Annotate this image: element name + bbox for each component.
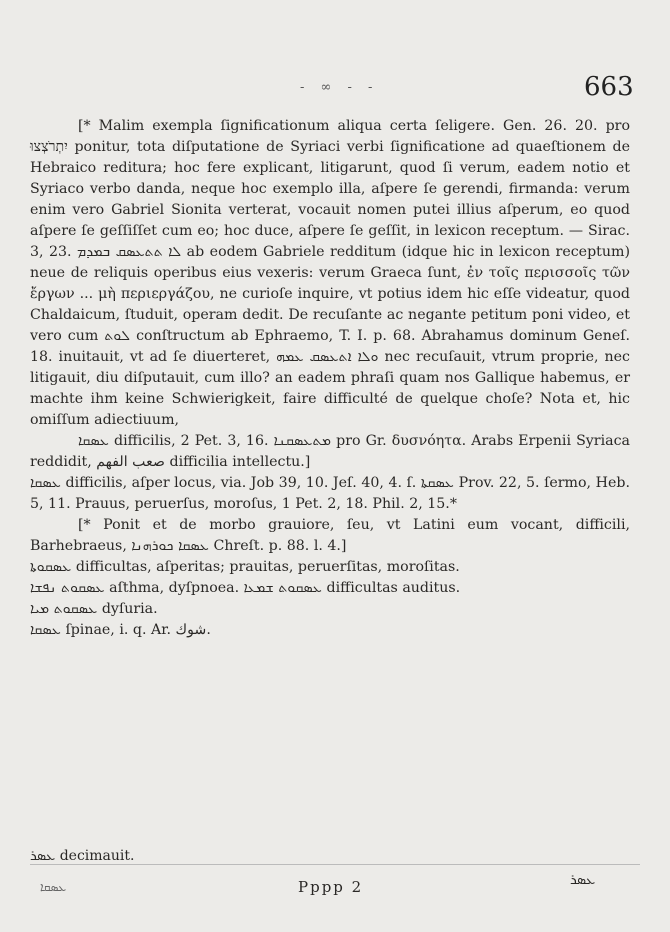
footer-rule (30, 864, 640, 865)
paragraph-entry-difficilis: ܥܣܩܐ difficilis, aſper locus, via. Job 39, 10. Jeſ. 40, 4. ſ. ܥܣܩܬܐ Prov. 22, 5. ſermo, Heb. 5, 11. Prauus, peruerſus, moroſus, 1 Pet. 2, 18. Phil. 2, 15.* (30, 475, 630, 512)
paragraph-note-2: [* Ponit et de morbo grauiore, ſeu, vt Latini eum vocant, difficili, Barhebraeus, ܥܣܩܐ ܟܘܪܗܢܐ Chreſt. p. 88. l. 4.] (30, 517, 630, 554)
paragraph-note-1: [* Malim exempla ſignificationum aliqua certa ſeligere. Gen. 26. 20. pro יִתְרֹצְצוּ ponitur, tota diſputatione de Syriaci verbi ſignificatione ad quaeſtionem de Hebraico reditura; hoc fere explicant, litigarunt, quod ſi verum, eadem notio et Syriaco verbo danda, neque hoc exemplo illa, aſpere ſe gerendi, firmanda: verum enim vero Gabriel Sionita verterat, vocauit nomen putei illius aſperum, eo quod aſpere ſe geſſiſſet cum eo; hoc duce, aſpere ſe geſſit, in lexicon receptum. — Sirac. 3, 23. ܠܐ ܬܬܥܣܩ ܒܡܕܡ ab eodem Gabriele redditum (idque hic in lexicon receptum) neue de reliquis operibus eius vexeris: verum Graeca ſunt, ἐν τοῖς περισσοῖς τῶν ἔργων ... μὴ περιεργάζου, ne curioſe inquire, vt potius idem hic eſſe videatur, quod Chaldaicum, ſtuduit, operam dedit. De recuſante ac negante petitum poni video, et vero cum ܠܘܬ conſtructum ab Ephraemo, T. I. p. 68. Abrahamus dominum Geneſ. 18. inuitauit, vt ad ſe diuerteret, ܘܠܐ ܐܬܥܣܩ ܥܡܗ nec recuſauit, vtrum proprie, nec litigauit, diu diſputauit, cum illo? an eadem phraſi quam nos Gallique habemus, er machte ihm keine Schwierigkeit, faire difficulté de quelque choſe? Nota et, hic omiſſum adiectiuum, (30, 118, 630, 428)
footer-entry: ܥܣܪ decimauit. (30, 848, 135, 864)
header-ornament: - ∞ - - (300, 80, 379, 95)
paragraph-note-adjective: ܥܣܩܐ difficilis, 2 Pet. 3, 16. ܡܬܥܣܩܢܐ pro Gr. δυσνόητα. Arabs Erpenii Syriaca reddidit, صعب الفهم difficilia intellectu.] (30, 433, 630, 470)
paragraph-entry-dysuria: ܥܣܩܘܬ ܡܝܐ dyſuria. (30, 601, 158, 617)
signature-mark: Pppp 2 (298, 878, 364, 896)
body-text (30, 116, 630, 641)
footer-catchword-left: ܥܣܩܐ (40, 880, 67, 894)
paragraph-entry-asthma: ܥܣܩܘܬ ܢܦܫܐ aſthma, dyſpnoea. ܥܣܩܘܬ ܫܡܥܐ difficultas auditus. (30, 580, 461, 596)
paragraph-entry-spinae: ܥܣܩܐ ſpinae, i. q. Ar. شوك. (30, 622, 211, 638)
page-number: 663 (584, 72, 634, 102)
paragraph-entry-difficultas: ܥܣܩܘܬܐ difficultas, aſperitas; prauitas, peruerſitas, moroſitas. (30, 559, 460, 575)
footer-catchword-right: ܥܣܪ (570, 872, 596, 888)
